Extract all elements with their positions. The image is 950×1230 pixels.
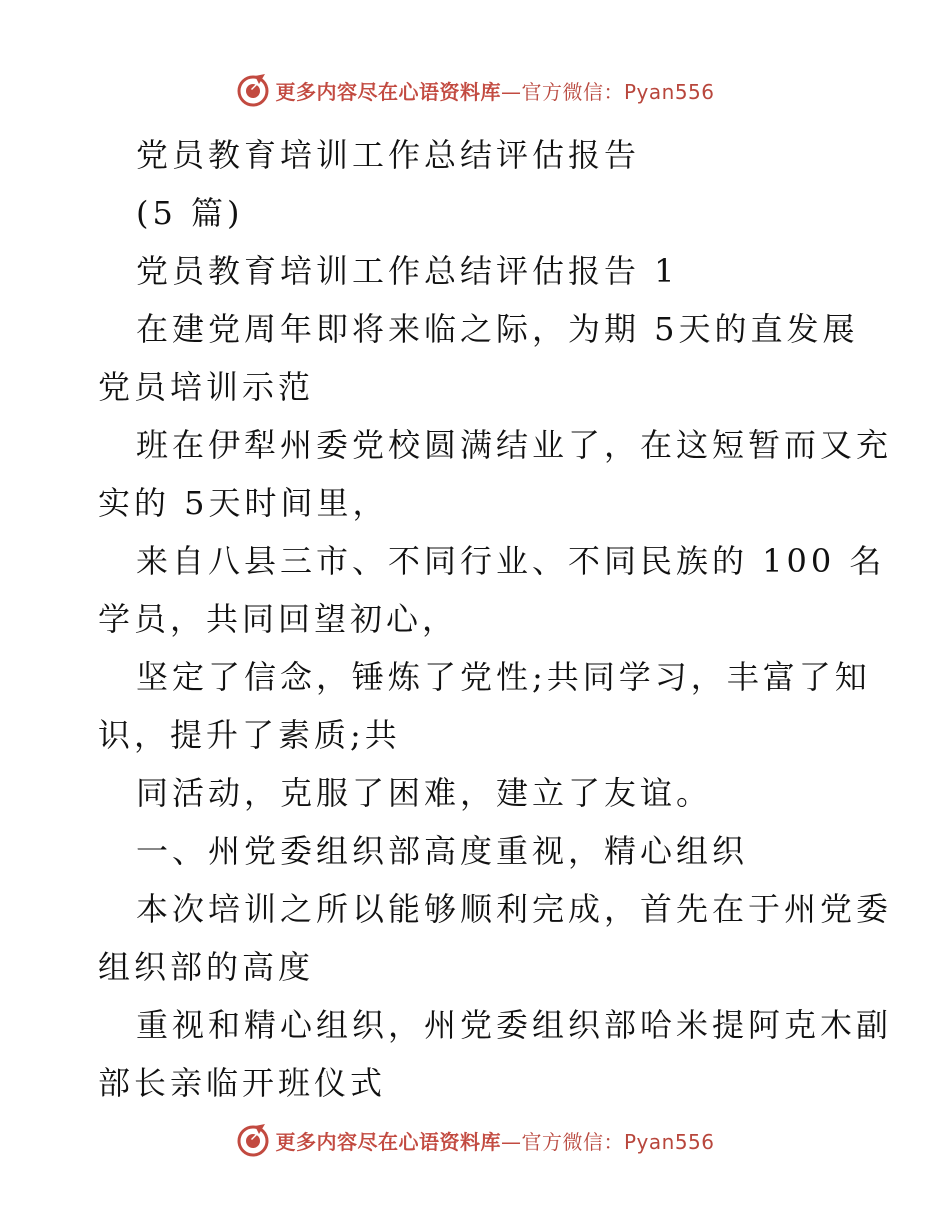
document-body (98, 126, 893, 1112)
header-banner-handle: Pyan556 (623, 79, 715, 104)
text-line: 识，提升了素质;共 (98, 716, 401, 754)
footer-banner (0, 1120, 950, 1160)
text-line: 党员教育培训工作总结评估报告 (136, 136, 641, 174)
footer-banner-separator: — (500, 1129, 522, 1154)
footer-banner-title: 更多内容尽在心语资料库 (275, 1129, 501, 1154)
brand-logo-icon (235, 1122, 271, 1158)
text-line: 班在伊犁州委党校圆满结业了，在这短暂而又充 (136, 426, 893, 464)
text-line: 党员教育培训工作总结评估报告 1 (136, 252, 679, 290)
text-line: 实的 5天时间里， (98, 484, 389, 522)
brand-logo-icon (235, 72, 271, 108)
text-line: 党员培训示范 (98, 368, 315, 406)
text-line: 同活动，克服了困难，建立了友谊。 (136, 774, 713, 812)
text-line: 重视和精心组织，州党委组织部哈米提阿克木副 (136, 1006, 893, 1044)
text-line: 学员，共同回望初心， (98, 600, 459, 638)
text-line: 坚定了信念，锤炼了党性;共同学习，丰富了知 (136, 658, 871, 696)
text-line: 本次培训之所以能够顺利完成，首先在于州党委 (136, 890, 893, 928)
text-line: 一、州党委组织部高度重视，精心组织 (136, 832, 749, 870)
text-line: (5 篇) (136, 194, 244, 232)
header-banner-title: 更多内容尽在心语资料库 (275, 79, 501, 104)
text-line: 在建党周年即将来临之际，为期 5天的直发展 (136, 310, 859, 348)
footer-banner-handle: Pyan556 (623, 1129, 715, 1154)
footer-banner-text (275, 1126, 714, 1155)
header-banner-separator: — (500, 79, 522, 104)
header-banner-wechat-label: 官方微信： (521, 79, 624, 104)
header-banner-text (275, 76, 714, 105)
text-line: 组织部的高度 (98, 948, 315, 986)
text-line: 来自八县三市、不同行业、不同民族的 100 名 (136, 542, 886, 580)
text-line: 部长亲临开班仪式 (98, 1064, 387, 1102)
footer-banner-wechat-label: 官方微信： (521, 1129, 624, 1154)
header-banner (0, 70, 950, 110)
